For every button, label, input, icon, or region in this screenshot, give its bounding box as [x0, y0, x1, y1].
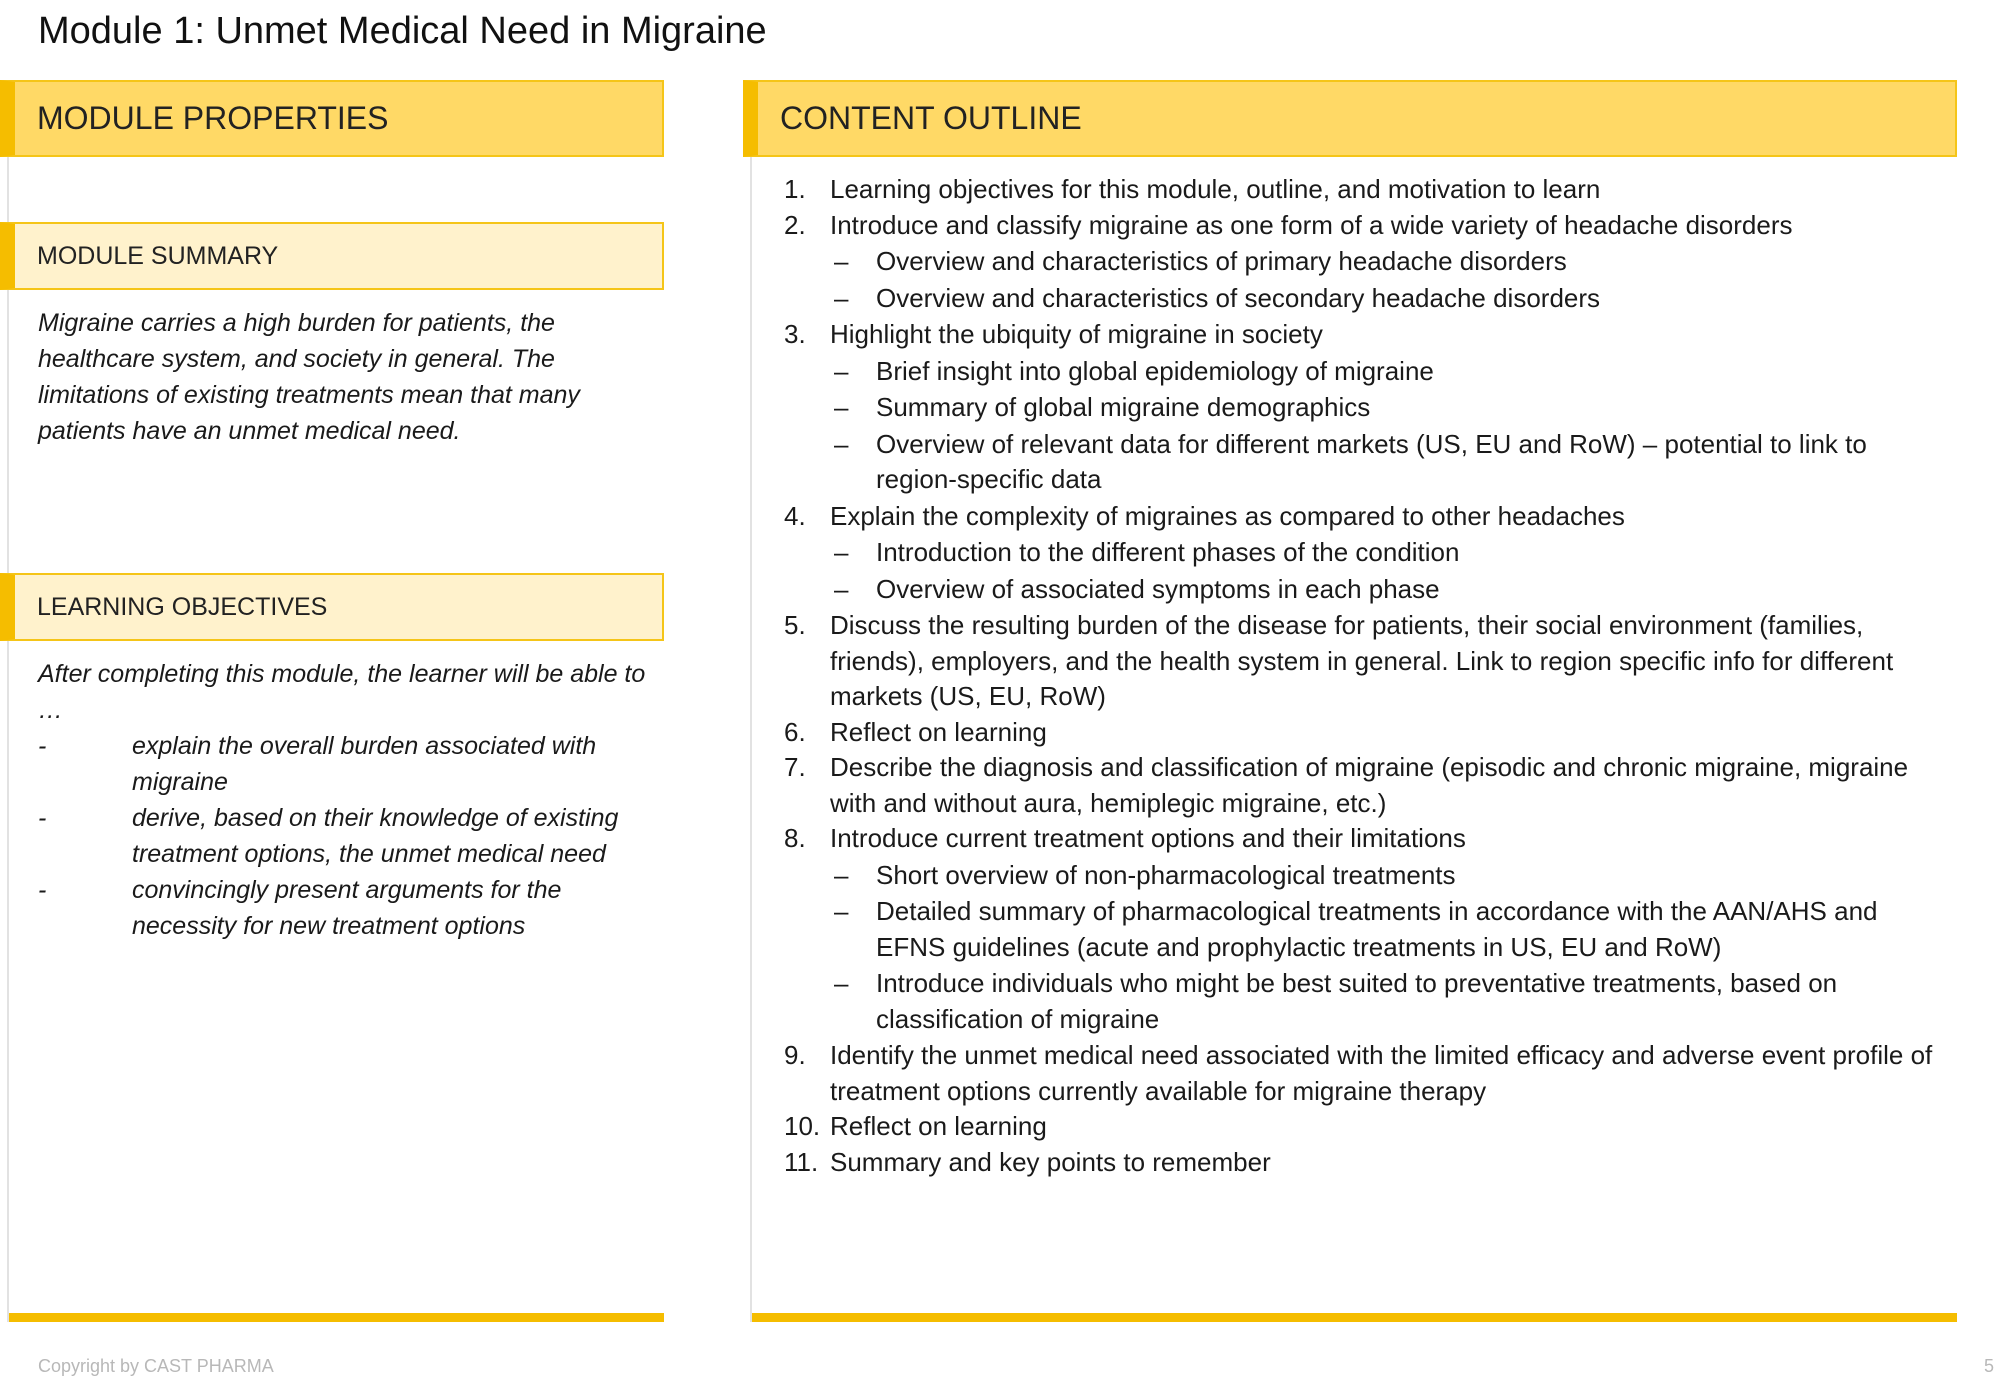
outline-item-number: 6.: [784, 716, 806, 747]
outline-item-text: Reflect on learning: [830, 716, 1047, 747]
content-outline-header: CONTENT OUTLINE: [743, 80, 1957, 157]
subitem-bullet: –: [834, 392, 849, 422]
outline-item-text: Introduce and classify migraine as one form of a wide variety of headache disorders: [830, 209, 1793, 240]
subitem-bullet: –: [834, 355, 849, 386]
objective-text: explain the overall burden associated with migraine: [132, 732, 597, 796]
learning-objective-item: [38, 872, 648, 944]
outline-item-number: 3.: [784, 319, 806, 349]
outline-item-text: Introduce current treatment options and their limitations: [830, 823, 1466, 853]
outline-item-number: 10.: [784, 1111, 821, 1141]
subitem-bullet: –: [834, 428, 849, 459]
learning-objectives-list: [38, 728, 648, 944]
outline-item-number: 11.: [784, 1146, 819, 1177]
content-outline-list: [784, 172, 1944, 1180]
objective-text: convincingly present arguments for the necessity for new treatment options: [132, 876, 562, 940]
outline-item-text: Learning objectives for this module, outline, and motivation to learn: [830, 174, 1601, 204]
objective-bullet: -: [38, 732, 47, 760]
subitem-bullet: –: [834, 573, 849, 604]
outline-subitem-text: Overview of relevant data for different markets (US, EU and RoW) – potential to link to region-specific data: [876, 428, 1867, 494]
learning-objective-item: [38, 728, 648, 800]
outline-item-number: 1.: [784, 174, 806, 204]
outline-subitem: [830, 427, 1944, 498]
outline-item: [784, 499, 1944, 608]
outline-item-text: Summary and key points to remember: [830, 1146, 1271, 1177]
outline-item-text: Discuss the resulting burden of the disease for patients, their social environment (families, friends), employers, and the health system in general. Link to region specific info for different markets (US, EU, RoW): [830, 610, 1894, 711]
module-summary-text: Migraine carries a high burden for patients, the healthcare system, and society in general. The limitations of existing treatments mean that many patients have an unmet medical need.: [38, 309, 580, 445]
objective-text: derive, based on their knowledge of existing treatment options, the unmet medical need: [132, 804, 619, 868]
subitem-bullet: –: [834, 896, 849, 926]
outline-subitem: [830, 572, 1944, 608]
module-summary-header: MODULE SUMMARY: [0, 222, 664, 290]
outline-sublist: [830, 858, 1944, 1038]
outline-item: [784, 208, 1944, 317]
subitem-bullet: –: [834, 859, 849, 890]
outline-sublist: [830, 244, 1944, 316]
outline-item: [784, 172, 1944, 208]
learning-objectives-intro: After completing this module, the learner will be able to …: [38, 660, 646, 724]
outline-item-number: 4.: [784, 500, 806, 531]
outline-item: [784, 1038, 1944, 1109]
outline-item-text: Explain the complexity of migraines as compared to other headaches: [830, 500, 1625, 531]
outline-subitem: [830, 966, 1944, 1037]
outline-subitem-text: Short overview of non-pharmacological treatments: [876, 859, 1456, 890]
objective-bullet: -: [38, 804, 47, 832]
learning-objective-item: [38, 800, 648, 872]
outline-subitem-text: Detailed summary of pharmacological treatments in accordance with the AAN/AHS and EFNS guidelines (acute and prophylactic treatments in US, EU and RoW): [876, 896, 1878, 962]
outline-item: [784, 750, 1944, 821]
outline-subitem-text: Overview of associated symptoms in each phase: [876, 573, 1440, 604]
outline-subitem: [830, 244, 1944, 280]
outline-item-number: 9.: [784, 1040, 806, 1070]
outline-item-text: Describe the diagnosis and classification of migraine (episodic and chronic migraine, migraine with and without aura, hemiplegic migraine, etc.): [830, 752, 1909, 818]
copyright-text: Copyright by CAST PHARMA: [38, 1356, 274, 1376]
objective-bullet: -: [38, 876, 47, 904]
outline-item: [784, 1145, 1944, 1181]
outline-item: [784, 1109, 1944, 1145]
outline-item: [784, 608, 1944, 715]
outline-item-number: 2.: [784, 209, 806, 240]
outline-subitem-text: Introduce individuals who might be best suited to preventative treatments, based on classification of migraine: [876, 968, 1838, 1034]
outline-subitem: [830, 281, 1944, 317]
outline-subitem: [830, 390, 1944, 426]
subitem-bullet: –: [834, 282, 849, 313]
outline-item-number: 7.: [784, 752, 806, 782]
outline-subitem: [830, 535, 1944, 571]
outline-item-number: 8.: [784, 823, 806, 853]
outline-sublist: [830, 535, 1944, 607]
page-number: 5: [1983, 1356, 1994, 1376]
outline-sublist: [830, 354, 1944, 498]
learning-objectives-header: LEARNING OBJECTIVES: [0, 573, 664, 641]
panel-bottom-bar: [752, 1313, 1957, 1322]
module-properties-header: MODULE PROPERTIES: [0, 80, 664, 157]
outline-subitem-text: Summary of global migraine demographics: [876, 392, 1371, 422]
outline-item: [784, 821, 1944, 1037]
outline-subitem-text: Brief insight into global epidemiology of migraine: [876, 355, 1434, 386]
outline-subitem-text: Overview and characteristics of secondary headache disorders: [876, 282, 1601, 313]
page-title: Module 1: Unmet Medical Need in Migraine: [38, 10, 767, 52]
outline-item-text: Highlight the ubiquity of migraine in society: [830, 319, 1323, 349]
subitem-bullet: –: [834, 246, 849, 276]
outline-item: [784, 715, 1944, 751]
subitem-bullet: –: [834, 537, 849, 567]
subitem-bullet: –: [834, 968, 849, 998]
outline-subitem: [830, 894, 1944, 965]
outline-item: [784, 317, 1944, 498]
outline-subitem: [830, 354, 1944, 390]
outline-item-text: Identify the unmet medical need associated with the limited efficacy and adverse event profile of treatment options currently available for migraine therapy: [830, 1040, 1933, 1106]
outline-subitem-text: Introduction to the different phases of the condition: [876, 537, 1460, 567]
outline-item-number: 5.: [784, 610, 806, 640]
outline-item-text: Reflect on learning: [830, 1111, 1047, 1141]
outline-subitem: [830, 858, 1944, 894]
panel-bottom-bar: [9, 1313, 664, 1322]
outline-subitem-text: Overview and characteristics of primary headache disorders: [876, 246, 1567, 276]
